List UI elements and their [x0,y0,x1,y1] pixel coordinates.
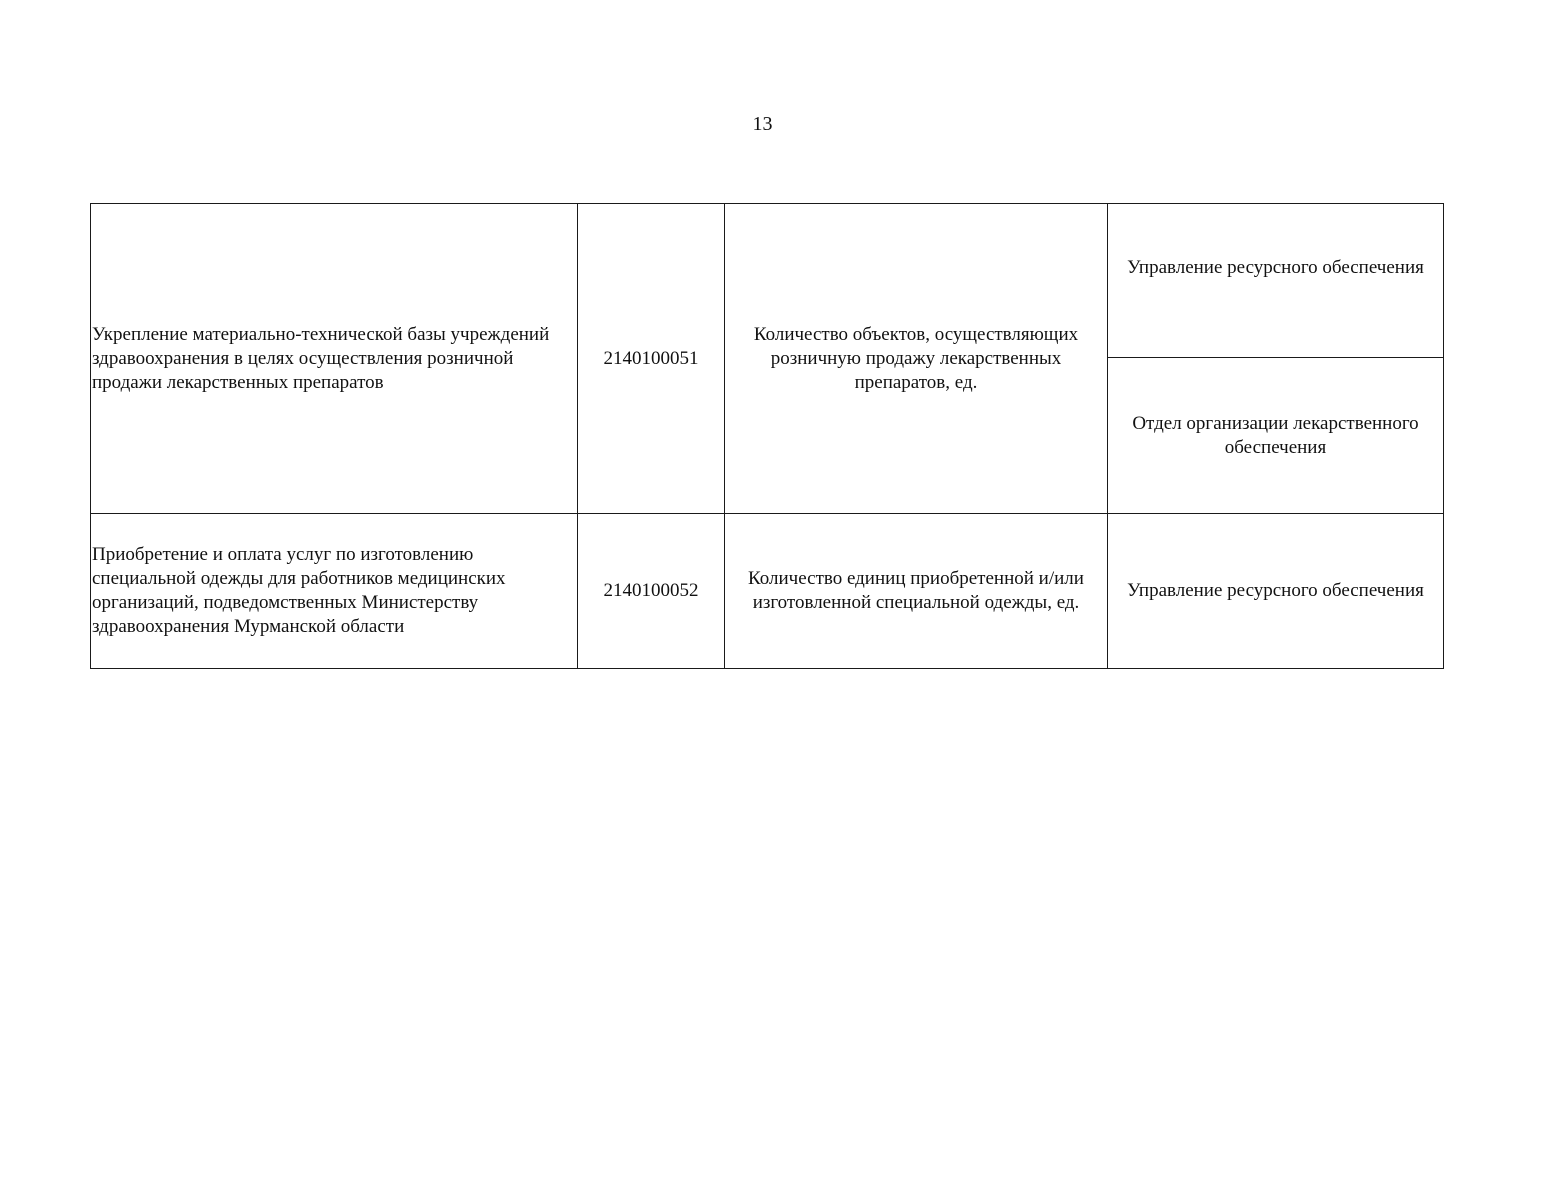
indicator-cell: Количество объектов, осуществляющих розничную продажу лекарственных препаратов, ед. [725,204,1108,514]
activity-name-cell: Приобретение и оплата услуг по изготовлению специальной одежды для работников медицинских организаций, подведомственных Министерству здравоохранения Мурманской области [91,514,578,669]
activity-code-cell: 2140100051 [578,204,725,514]
activity-code-cell: 2140100052 [578,514,725,669]
table-row [91,204,1444,358]
program-table [90,203,1444,669]
responsible-unit-cell: Управление ресурсного обеспечения [1108,514,1444,669]
activity-name-cell: Укрепление материально-технической базы учреждений здравоохранения в целях осуществления розничной продажи лекарственных препаратов [91,204,578,514]
indicator-cell: Количество единиц приобретенной и/или изготовленной специальной одежды, ед. [725,514,1108,669]
table-row [91,514,1444,669]
page-number: 13 [752,113,773,135]
responsible-unit-cell: Отдел организации лекарственного обеспечения [1108,358,1444,514]
responsible-unit-cell: Управление ресурсного обеспечения [1108,204,1444,358]
